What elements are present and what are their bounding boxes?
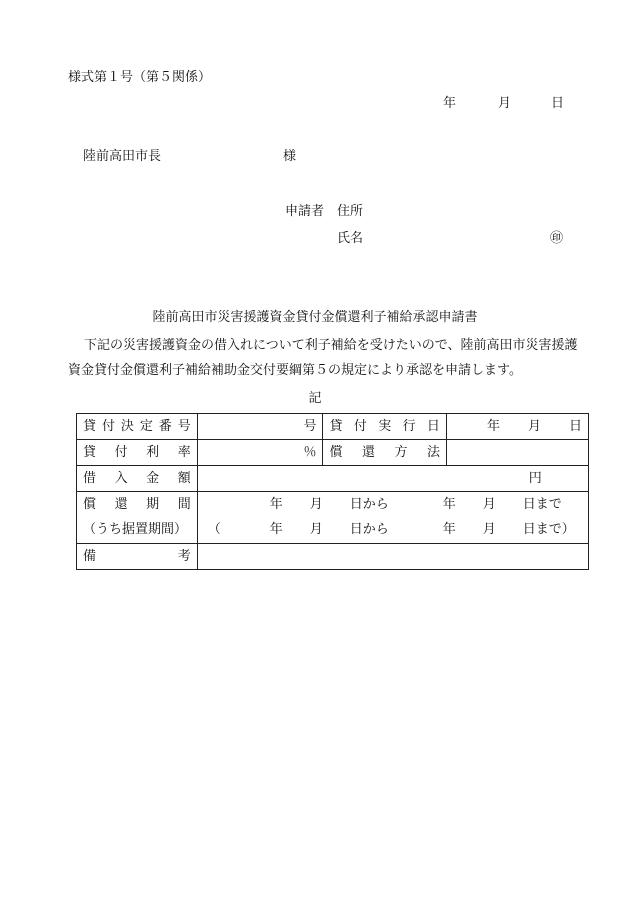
ch: 償 (329, 444, 343, 460)
ch: 考 (177, 548, 191, 564)
interest-rate-label (77, 440, 198, 466)
interest-rate-field[interactable] (197, 440, 323, 466)
number-unit: 号 (303, 418, 317, 434)
address-label: 住所 (337, 204, 364, 219)
ch: 実 (378, 418, 392, 434)
ch: 付 (101, 418, 115, 434)
ch: 法 (426, 444, 440, 460)
table-row (77, 440, 589, 466)
repayment-method-text (329, 445, 439, 461)
year-unit: 年 (486, 418, 500, 434)
grace-period-label (77, 518, 198, 544)
applicant-label: 申請者 (285, 204, 325, 219)
execution-date-field[interactable] (446, 414, 588, 440)
date-day-label: 日 (551, 96, 565, 111)
ch: 間 (177, 496, 191, 512)
ch: 付 (114, 444, 128, 460)
grace-period-field[interactable] (197, 518, 588, 544)
date-month-label: 月 (498, 96, 512, 111)
decision-number-field[interactable] (197, 414, 323, 440)
table-row (77, 492, 589, 518)
name-label: 氏名 (337, 231, 364, 246)
year-unit: 年 (269, 522, 283, 538)
day-unit: 日 (568, 418, 582, 434)
month-unit: 月 (309, 496, 323, 512)
from-text: 日から (349, 522, 389, 538)
year-unit: 年 (269, 496, 283, 512)
seal-mark: ㊞ (550, 231, 564, 246)
execution-date-label (323, 414, 446, 440)
remarks-text (83, 549, 191, 565)
loan-amount-label (77, 466, 198, 492)
from-text: 日から (349, 496, 389, 512)
grace-period-text: （うち据置期間） (83, 522, 188, 538)
ch: 方 (394, 444, 408, 460)
ch: 償 (83, 496, 97, 512)
interest-rate-text (83, 445, 191, 461)
repayment-method-field[interactable] (446, 440, 588, 466)
application-table (76, 413, 589, 570)
ch: 決 (120, 418, 134, 434)
yen-unit-wrap (204, 471, 582, 487)
month-unit: 月 (482, 496, 496, 512)
ch: 借 (83, 470, 97, 486)
ch: 番 (158, 418, 172, 434)
ch: 入 (114, 470, 128, 486)
addressee-honorific: 様 (283, 149, 297, 164)
repayment-period-units (204, 497, 582, 513)
decision-number-label (77, 414, 198, 440)
body-text: 下記の災害援護資金の借入れについて利子補給を受けたいので、陸前高田市災害援護資金貸付金償還利子補給補助金交付要綱第５の規定により承認を申請します。 (68, 338, 578, 378)
ki-label: 記 (308, 391, 322, 406)
year-unit: 年 (442, 522, 456, 538)
ch: 号 (177, 418, 191, 434)
ch: 付 (353, 418, 367, 434)
table-row (77, 466, 589, 492)
month-unit: 月 (527, 418, 541, 434)
ch: 利 (146, 444, 160, 460)
percent-unit: ％ (303, 444, 317, 460)
ch: 還 (361, 444, 375, 460)
table-row (77, 544, 589, 570)
ch: 還 (114, 496, 128, 512)
repayment-period-field[interactable] (197, 492, 588, 518)
grace-period-units (204, 522, 582, 538)
loan-amount-text (83, 471, 191, 487)
ch: 備 (83, 548, 97, 564)
month-unit: 月 (482, 522, 496, 538)
repayment-method-label (323, 440, 446, 466)
ch: 率 (177, 444, 191, 460)
repayment-period-text (83, 497, 191, 513)
ch: 定 (139, 418, 153, 434)
until-text: 日まで (522, 496, 562, 512)
table-row (77, 518, 589, 544)
loan-amount-field[interactable] (197, 466, 588, 492)
ch: 貸 (83, 418, 97, 434)
yen-unit: 円 (528, 470, 542, 486)
year-unit: 年 (442, 496, 456, 512)
execution-date-text (329, 419, 439, 435)
form-number: 様式第１号（第５関係） (68, 70, 212, 85)
document-title: 陸前高田市災害援護資金貸付金償還利子補給承認申請書 (152, 310, 478, 325)
month-unit: 月 (309, 522, 323, 538)
until-close-text: 日まで） (522, 522, 575, 538)
ch: 貸 (329, 418, 343, 434)
ch: 金 (146, 470, 160, 486)
date-year-label: 年 (443, 96, 457, 111)
repayment-period-label (77, 492, 198, 518)
ch: 額 (177, 470, 191, 486)
open-paren: （ (207, 522, 221, 538)
remarks-field[interactable] (197, 544, 588, 570)
ch: 期 (146, 496, 160, 512)
table-row (77, 414, 589, 440)
addressee-name: 陸前高田市長 (83, 149, 162, 164)
remarks-label (77, 544, 198, 570)
execution-date-units (453, 419, 582, 435)
ch: 貸 (83, 444, 97, 460)
ch: 行 (402, 418, 416, 434)
ch: 日 (426, 418, 440, 434)
decision-number-text (83, 419, 191, 435)
